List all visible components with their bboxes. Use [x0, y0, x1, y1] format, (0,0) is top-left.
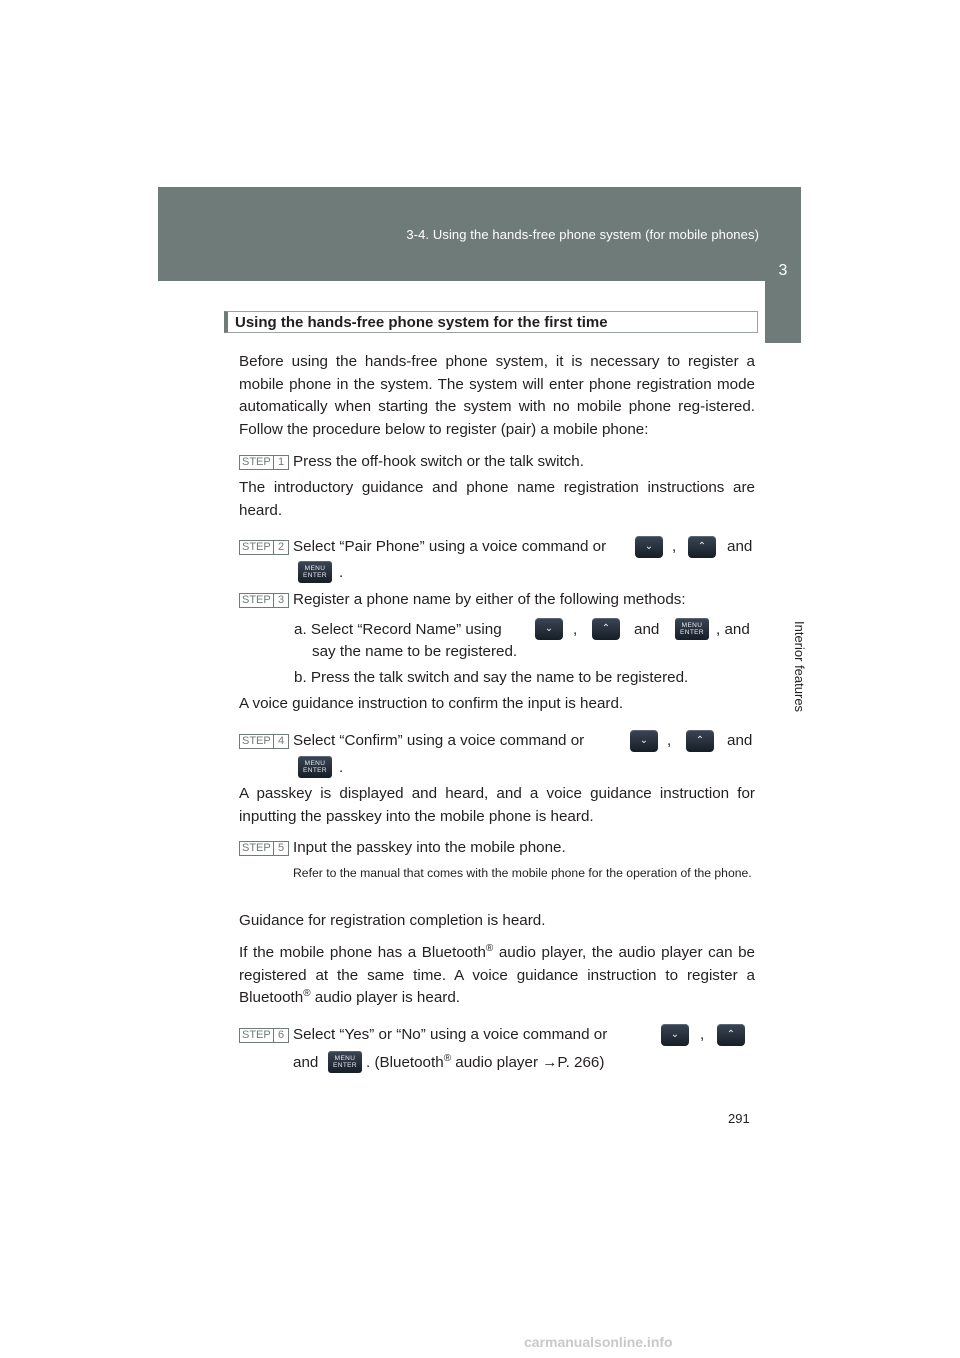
menu-label: MENU [304, 760, 326, 767]
step-2-text: Select “Pair Phone” using a voice command or [293, 538, 607, 555]
step-number: 1 [273, 456, 288, 469]
step-badge-1 [239, 455, 289, 470]
step-number: 2 [273, 541, 288, 554]
down-button-icon: ⌄ [661, 1024, 689, 1046]
step-label: STEP [242, 1029, 271, 1041]
step-6-sep1: , [700, 1026, 705, 1043]
step-4-text: Select “Confirm” using a voice command or [293, 732, 585, 749]
menu-enter-button-icon [298, 756, 332, 778]
down-button-icon: ⌄ [535, 618, 563, 640]
step-6-tail-b: audio player →P. 266) [451, 1054, 605, 1071]
menu-enter-button-icon [675, 618, 709, 640]
step-label: STEP [242, 735, 271, 747]
registered-mark: ® [443, 1052, 452, 1064]
section-heading [224, 311, 758, 333]
method-a-sep2: and [634, 621, 660, 638]
step-number: 5 [273, 842, 288, 855]
step-label: STEP [242, 842, 271, 854]
intro-paragraph: Before using the hands-free phone system, it is necessary to register a mobile phone in the system. The system will enter phone registration mode automatically when starting the system with no mobile phone reg-istered. Follow the procedure below to register (pair) a mobile phone: [239, 353, 755, 438]
bt-p1: If the mobile phone has a Bluetooth [239, 944, 486, 961]
step-4-end: . [339, 759, 344, 776]
method-a-sep1: , [573, 621, 578, 638]
registered-mark: ® [485, 942, 494, 954]
menu-enter-button-icon [328, 1051, 362, 1073]
step-1-text: Press the off-hook switch or the talk switch. [293, 453, 584, 470]
registered-mark: ® [303, 987, 311, 999]
step-number: 4 [273, 735, 288, 748]
menu-enter-button-icon [298, 561, 332, 583]
step-label: STEP [242, 456, 271, 468]
up-button-icon: ⌃ [688, 536, 716, 558]
side-label: Interior features [792, 621, 807, 713]
step-badge-6 [239, 1028, 289, 1043]
watermark: carmanualsonline.info [524, 1334, 673, 1350]
bt-p3: audio player is heard. [310, 989, 460, 1006]
step-2-sep2: and [727, 538, 753, 555]
up-button-icon: ⌃ [686, 730, 714, 752]
bt-p2: audio player, the audio player can be registered at the same time. A voice guidance instruction to register a Bluetooth [239, 944, 756, 1006]
step-6-text: Select “Yes” or “No” using a voice command or [293, 1026, 608, 1043]
method-b: b. Press the talk switch and say the name to be registered. [294, 669, 689, 686]
step-label: STEP [242, 594, 271, 606]
step-6-and: and [293, 1054, 319, 1071]
step-badge-3 [239, 593, 289, 608]
method-a-line2: say the name to be registered. [312, 643, 518, 660]
enter-label: ENTER [679, 629, 705, 636]
step-6-tail [366, 1052, 604, 1074]
step-5-text: Input the passkey into the mobile phone. [293, 839, 566, 856]
enter-label: ENTER [302, 767, 328, 774]
step-badge-4 [239, 734, 289, 749]
step-label: STEP [242, 541, 271, 553]
after-step-3: A voice guidance instruction to confirm the input is heard. [239, 695, 624, 712]
completion-text: Guidance for registration completion is heard. [239, 912, 546, 929]
step-6-tail-a: . (Bluetooth [366, 1054, 444, 1071]
step-4-sep1: , [667, 732, 672, 749]
menu-label: MENU [681, 622, 703, 629]
header-title: 3-4. Using the hands-free phone system (for mobile phones) [406, 227, 759, 242]
step-5-note: Refer to the manual that comes with the mobile phone for the operation of the phone. [293, 866, 752, 880]
menu-label: MENU [304, 565, 326, 572]
up-button-icon: ⌃ [717, 1024, 745, 1046]
section-heading-text: Using the hands-free phone system for the first time [235, 314, 608, 331]
chapter-box [765, 244, 801, 343]
step-4-sep2: and [727, 732, 753, 749]
step-badge-2 [239, 540, 289, 555]
bluetooth-paragraph [239, 942, 755, 1010]
down-button-icon: ⌄ [630, 730, 658, 752]
side-label-area [765, 343, 807, 744]
side-tab [765, 244, 807, 744]
after-step-4: A passkey is displayed and heard, and a voice guidance instruction for inputting the passkey into the mobile phone is heard. [239, 785, 755, 825]
step-number: 3 [273, 594, 288, 607]
method-a-sep3: , and [716, 621, 750, 638]
enter-label: ENTER [332, 1062, 358, 1069]
chapter-number: 3 [778, 262, 788, 279]
step-number: 6 [273, 1029, 288, 1042]
page-number: 291 [728, 1111, 750, 1126]
menu-label: MENU [334, 1055, 356, 1062]
step-badge-5 [239, 841, 289, 856]
enter-label: ENTER [302, 572, 328, 579]
step-3-text: Register a phone name by either of the following methods: [293, 591, 686, 608]
step-2-end: . [339, 564, 344, 581]
after-step-1: The introductory guidance and phone name registration instructions are heard. [239, 479, 755, 519]
down-button-icon: ⌄ [635, 536, 663, 558]
method-a-prefix: a. Select “Record Name” using [294, 621, 502, 638]
step-2-sep1: , [672, 538, 677, 555]
header-band [158, 187, 801, 281]
up-button-icon: ⌃ [592, 618, 620, 640]
